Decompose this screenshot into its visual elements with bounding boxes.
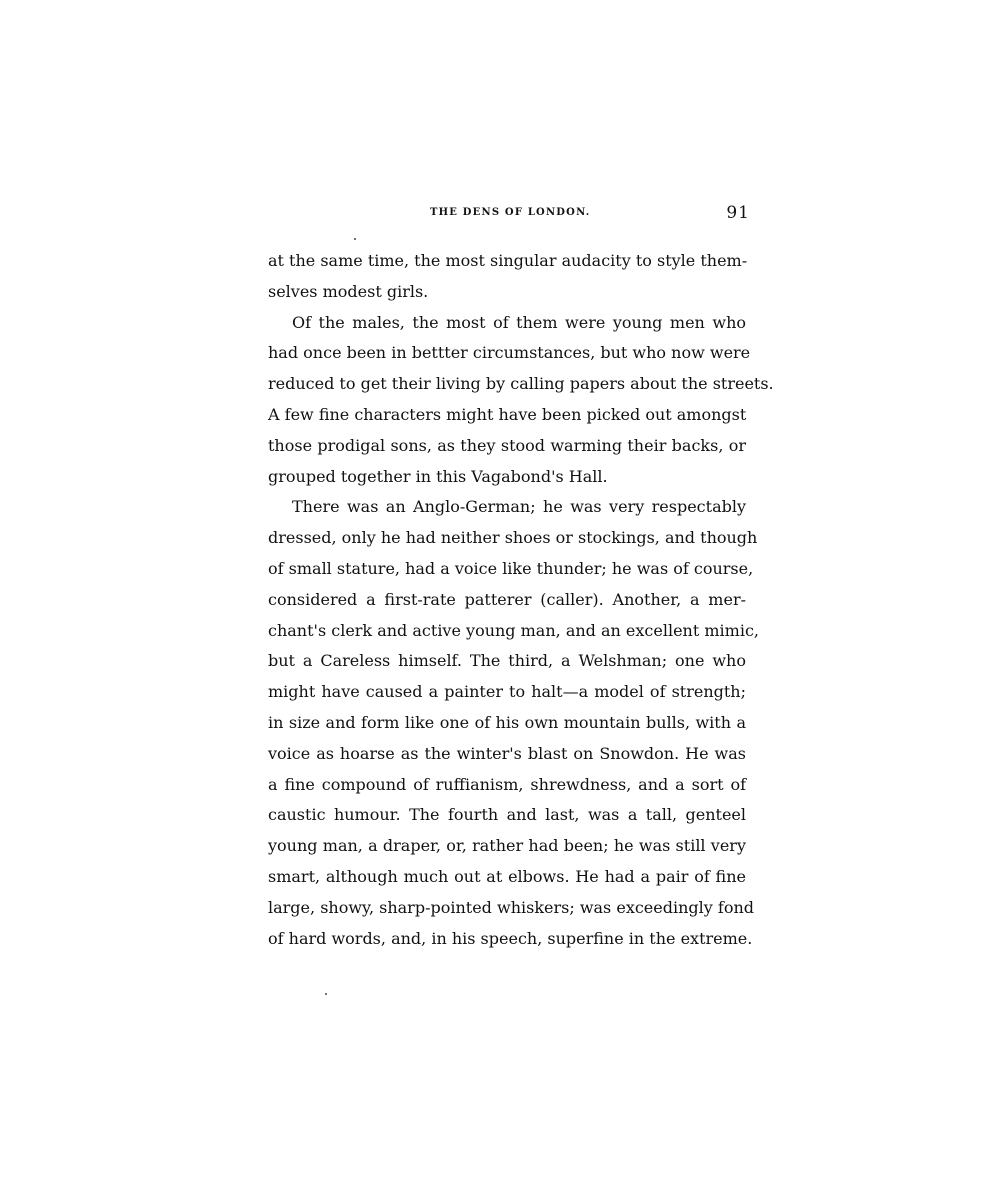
text-line: in size and form like one of his own mountain bulls, with a xyxy=(268,712,746,732)
page-number: 91 xyxy=(726,203,750,223)
text-line: There was an Anglo-German; he was very respectably xyxy=(292,497,746,517)
paragraph xyxy=(268,246,746,308)
paragraph xyxy=(268,492,759,954)
text-line: A few fine characters might have been picked out amongst xyxy=(268,404,747,424)
text-line: Of the males, the most of them were young men who xyxy=(292,312,746,332)
text-line: a fine compound of ruffianism, shrewdness, and a sort of xyxy=(268,774,746,794)
body-text xyxy=(268,246,774,954)
text-line: smart, although much out at elbows. He had a pair of fine xyxy=(268,866,746,886)
text-line: selves modest girls. xyxy=(268,281,429,301)
text-line: reduced to get their living by calling papers about the streets. xyxy=(268,374,774,394)
text-line: of small stature, had a voice like thunder; he was of course, xyxy=(268,558,754,578)
text-line: had once been in bettter circumstances, but who now were xyxy=(268,343,751,363)
text-line: considered a first-rate patterer (caller). Another, a mer- xyxy=(268,589,746,609)
paragraph xyxy=(268,308,774,493)
text-line: young man, a draper, or, rather had been; he was still very xyxy=(268,836,746,856)
text-line: caustic humour. The fourth and last, was a tall, genteel xyxy=(268,805,746,825)
text-line: but a Careless himself. The third, a Welshman; one who xyxy=(268,651,746,671)
running-title: THE DENS OF LONDON. xyxy=(430,207,591,218)
text-line: voice as hoarse as the winter's blast on Snowdon. He was xyxy=(268,743,746,763)
text-line: of hard words, and, in his speech, superfine in the extreme. xyxy=(268,928,753,948)
running-head xyxy=(270,203,750,227)
text-line: at the same time, the most singular audacity to style them- xyxy=(268,251,748,270)
text-line: chant's clerk and active young man, and an excellent mimic, xyxy=(268,620,759,640)
text-line: dressed, only he had neither shoes or stockings, and though xyxy=(268,528,758,548)
print-speck xyxy=(325,993,327,995)
text-line: those prodigal sons, as they stood warming their backs, or xyxy=(268,435,746,455)
text-line: grouped together in this Vagabond's Hall. xyxy=(268,466,608,486)
text-line: might have caused a painter to halt—a model of strength; xyxy=(268,682,746,702)
text-line: large, showy, sharp-pointed whiskers; was exceedingly fond xyxy=(268,897,754,917)
print-speck xyxy=(354,238,356,240)
